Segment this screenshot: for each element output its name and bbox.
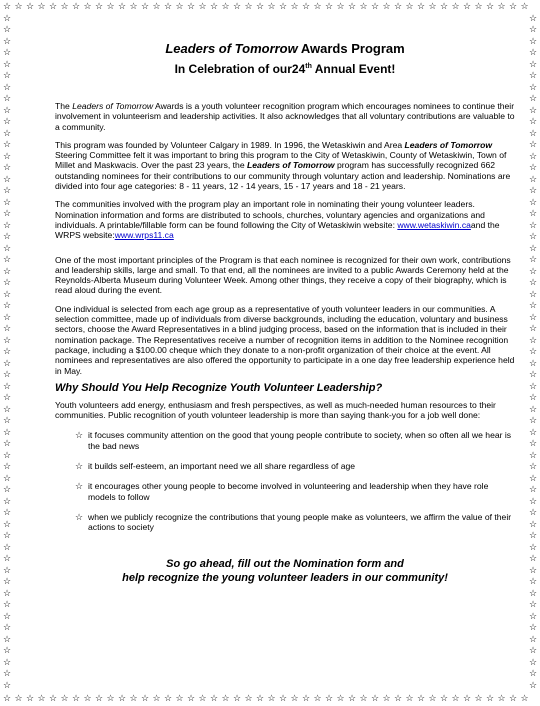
border-star-icon: ☆ <box>528 530 538 540</box>
border-star-icon: ☆ <box>528 300 538 310</box>
border-star-icon: ☆ <box>198 1 207 11</box>
border-star-icon: ☆ <box>2 633 12 644</box>
border-star-icon: ☆ <box>528 70 538 80</box>
border-star-icon: ☆ <box>2 104 12 115</box>
border-star-icon: ☆ <box>370 693 380 703</box>
border-star-icon: ☆ <box>25 1 35 11</box>
border-star-icon: ☆ <box>2 24 12 34</box>
border-star-icon: ☆ <box>255 1 265 11</box>
border-star-icon: ☆ <box>528 150 538 161</box>
border-star-icon: ☆ <box>313 1 322 11</box>
border-star-icon: ☆ <box>2 587 12 598</box>
border-star-icon: ☆ <box>2 403 12 414</box>
border-star-icon: ☆ <box>528 484 538 494</box>
border-star-icon: ☆ <box>2 70 12 80</box>
border-star-icon: ☆ <box>324 693 334 703</box>
border-star-icon: ☆ <box>2 392 12 402</box>
border-star-icon: ☆ <box>129 693 138 703</box>
border-star-icon: ☆ <box>140 693 150 703</box>
selection-paragraph: One individual is selected from each age group as a representative of youth volunteer leaders in our communities. A selection committee, made up of individuals from diverse backgrounds, including the education, voluntary and business sectors, choose the Award Representatives in a blind judging process, based on the information that is included in their nomination package. The Representatives receive a number of recognition items in addition to the Nominee recognition package, including a $100.00 cheque which they donate to a non-profit organization of their choice at the event. All nominees and representatives are also offered the opportunity to participate in a one day free leadership experience held in May. <box>55 303 515 376</box>
border-star-icon: ☆ <box>232 1 242 11</box>
border-star-icon: ☆ <box>528 24 538 34</box>
border-star-icon: ☆ <box>359 1 368 11</box>
border-star-icon: ☆ <box>2 622 12 632</box>
border-star-icon: ☆ <box>451 1 460 11</box>
border-star-icon: ☆ <box>528 587 538 598</box>
border-star-icon: ☆ <box>2 668 12 678</box>
border-star-icon: ☆ <box>528 564 538 575</box>
border-star-icon: ☆ <box>2 196 12 207</box>
border-star-icon: ☆ <box>528 426 538 437</box>
border-star-icon: ☆ <box>2 162 12 172</box>
border-star-icon: ☆ <box>2 58 12 69</box>
page-subtitle: In Celebration of our24th Annual Event! <box>174 62 396 76</box>
border-star-icon: ☆ <box>221 1 230 11</box>
border-star-icon: ☆ <box>301 1 311 11</box>
border-star-icon: ☆ <box>2 219 12 230</box>
border-star-icon: ☆ <box>2 81 12 92</box>
border-star-icon: ☆ <box>336 1 345 11</box>
border-star-icon: ☆ <box>2 656 12 667</box>
border-star-icon: ☆ <box>528 449 538 460</box>
border-star-icon: ☆ <box>324 1 334 11</box>
border-star-icon: ☆ <box>2 599 12 609</box>
star-bullet-icon: ☆ <box>75 511 84 522</box>
border-star-icon: ☆ <box>528 334 538 345</box>
border-star-icon: ☆ <box>439 1 449 11</box>
border-star-icon: ☆ <box>528 438 538 448</box>
border-star-icon: ☆ <box>2 208 12 218</box>
border-star-icon: ☆ <box>336 693 345 703</box>
border-star-icon: ☆ <box>485 693 495 703</box>
border-star-icon: ☆ <box>528 541 538 552</box>
border-star-icon: ☆ <box>2 449 12 460</box>
border-star-icon: ☆ <box>106 1 115 11</box>
border-star-icon: ☆ <box>301 693 311 703</box>
border-star-icon: ☆ <box>2 495 12 506</box>
border-star-icon: ☆ <box>2 610 12 621</box>
border-star-icon: ☆ <box>244 1 253 11</box>
border-star-icon: ☆ <box>2 127 12 138</box>
benefits-list <box>75 430 515 532</box>
border-star-icon: ☆ <box>163 1 173 11</box>
border-star-icon: ☆ <box>2 415 12 425</box>
border-star-icon: ☆ <box>2 484 12 494</box>
border-star-icon: ☆ <box>48 693 58 703</box>
border-star-icon: ☆ <box>485 1 495 11</box>
border-star-icon: ☆ <box>2 472 12 483</box>
border-star-icon: ☆ <box>528 311 538 322</box>
border-star-icon: ☆ <box>528 369 538 379</box>
border-star-icon: ☆ <box>528 415 538 425</box>
star-bullet-icon: ☆ <box>75 461 84 472</box>
border-star-icon: ☆ <box>528 679 538 690</box>
border-star-icon: ☆ <box>528 196 538 207</box>
border-star-icon: ☆ <box>290 693 299 703</box>
border-star-icon: ☆ <box>2 12 12 23</box>
border-star-icon: ☆ <box>152 693 161 703</box>
border-star-icon: ☆ <box>528 645 538 655</box>
border-star-icon: ☆ <box>393 693 403 703</box>
border-star-icon: ☆ <box>232 693 242 703</box>
border-star-icon: ☆ <box>528 461 538 471</box>
list-item: ☆ when we publicly recognize the contributions that young people make as volunteers, we affirm the value of their actions to society <box>75 511 512 533</box>
border-star-icon: ☆ <box>175 1 184 11</box>
border-star-icon: ☆ <box>416 1 426 11</box>
border-star-icon: ☆ <box>528 93 538 103</box>
border-star-icon: ☆ <box>528 254 538 264</box>
border-star-icon: ☆ <box>528 185 538 195</box>
border-star-icon: ☆ <box>175 693 184 703</box>
star-bullet-icon: ☆ <box>75 430 84 441</box>
border-star-icon: ☆ <box>2 507 12 517</box>
border-star-icon: ☆ <box>2 265 12 276</box>
border-star-icon: ☆ <box>528 553 538 563</box>
border-star-icon: ☆ <box>528 323 538 333</box>
border-star-icon: ☆ <box>94 693 104 703</box>
border-star-icon: ☆ <box>2 553 12 563</box>
border-star-icon: ☆ <box>528 104 538 115</box>
border-star-icon: ☆ <box>474 693 483 703</box>
border-star-icon: ☆ <box>528 277 538 287</box>
border-star-icon: ☆ <box>129 1 138 11</box>
border-star-icon: ☆ <box>2 185 12 195</box>
border-star-icon: ☆ <box>117 1 127 11</box>
border-star-icon: ☆ <box>528 12 538 23</box>
closing-line-2: help recognize the young volunteer leaders in our community! <box>122 571 448 584</box>
border-star-icon: ☆ <box>2 369 12 379</box>
border-star-icon: ☆ <box>462 1 472 11</box>
list-item: ☆ it encourages other young people to become involved in volunteering and leadership when they have role models to follow <box>75 481 489 502</box>
border-star-icon: ☆ <box>2 357 12 368</box>
border-star-icon: ☆ <box>528 472 538 483</box>
border-star-icon: ☆ <box>528 610 538 621</box>
border-star-icon: ☆ <box>347 1 357 11</box>
border-star-icon: ☆ <box>370 1 380 11</box>
section-paragraph: Youth volunteers add energy, enthusiasm and fresh perspectives, as well as much-needed human resources to their communities. Public recognition of youth volunteer leadership is more than saying thank-you for a job well done: <box>55 399 496 421</box>
border-star-icon: ☆ <box>2 426 12 437</box>
border-star-icon: ☆ <box>14 693 23 703</box>
border-star-icon: ☆ <box>528 599 538 609</box>
border-star-icon: ☆ <box>2 116 12 126</box>
border-star-icon: ☆ <box>37 1 46 11</box>
border-star-icon: ☆ <box>528 495 538 506</box>
border-star-icon: ☆ <box>2 93 12 103</box>
border-star-icon: ☆ <box>520 1 529 11</box>
border-star-icon: ☆ <box>83 1 92 11</box>
border-star-icon: ☆ <box>2 323 12 333</box>
border-star-icon: ☆ <box>528 231 538 241</box>
border-star-icon: ☆ <box>528 518 538 529</box>
border-star-icon: ☆ <box>416 693 426 703</box>
border-star-icon: ☆ <box>255 693 265 703</box>
border-star-icon: ☆ <box>528 346 538 356</box>
border-star-icon: ☆ <box>198 693 207 703</box>
border-star-icon: ☆ <box>209 1 219 11</box>
border-star-icon: ☆ <box>60 693 69 703</box>
border-star-icon: ☆ <box>267 1 276 11</box>
border-star-icon: ☆ <box>106 693 115 703</box>
border-star-icon: ☆ <box>462 693 472 703</box>
border-star-icon: ☆ <box>2 150 12 161</box>
border-star-icon: ☆ <box>528 403 538 414</box>
border-star-icon: ☆ <box>25 693 35 703</box>
border-star-icon: ☆ <box>2 334 12 345</box>
border-star-icon: ☆ <box>2 47 12 57</box>
border-star-icon: ☆ <box>528 668 538 678</box>
border-star-icon: ☆ <box>163 693 173 703</box>
border-star-icon: ☆ <box>474 1 483 11</box>
border-star-icon: ☆ <box>528 242 538 253</box>
closing-line-1: So go ahead, fill out the Nomination form and <box>166 557 404 570</box>
border-star-icon: ☆ <box>528 47 538 57</box>
border-star-icon: ☆ <box>313 693 322 703</box>
border-star-icon: ☆ <box>2 693 12 703</box>
border-star-icon: ☆ <box>2 288 12 299</box>
list-item: ☆ it builds self-esteem, an important need we all share regardless of age <box>75 461 356 472</box>
border-star-icon: ☆ <box>497 693 506 703</box>
border-star-icon: ☆ <box>528 162 538 172</box>
border-star-icon: ☆ <box>528 81 538 92</box>
border-star-icon: ☆ <box>244 693 253 703</box>
intro-paragraph: The Leaders of Tomorrow Awards is a youth volunteer recognition program which encourages nominees to continue their involvement in volunteerism and leadership activities. It also acknowledges that all voluntary contributions are valuable to a community. <box>55 101 515 132</box>
border-star-icon: ☆ <box>382 1 391 11</box>
border-star-icon: ☆ <box>2 1 12 11</box>
border-star-icon: ☆ <box>528 173 538 184</box>
border-star-icon: ☆ <box>209 693 219 703</box>
border-star-icon: ☆ <box>520 693 529 703</box>
border-star-icon: ☆ <box>2 564 12 575</box>
border-star-icon: ☆ <box>528 576 538 586</box>
border-star-icon: ☆ <box>405 693 414 703</box>
border-star-icon: ☆ <box>140 1 150 11</box>
border-star-icon: ☆ <box>2 311 12 322</box>
border-star-icon: ☆ <box>2 346 12 356</box>
border-star-icon: ☆ <box>278 693 288 703</box>
border-star-icon: ☆ <box>508 693 518 703</box>
border-star-icon: ☆ <box>528 357 538 368</box>
border-star-icon: ☆ <box>2 300 12 310</box>
border-star-icon: ☆ <box>278 1 288 11</box>
border-star-icon: ☆ <box>439 693 449 703</box>
border-star-icon: ☆ <box>2 679 12 690</box>
border-star-icon: ☆ <box>382 693 391 703</box>
border-star-icon: ☆ <box>528 392 538 402</box>
border-star-icon: ☆ <box>528 139 538 149</box>
border-star-icon: ☆ <box>528 58 538 69</box>
border-star-icon: ☆ <box>528 380 538 391</box>
border-star-icon: ☆ <box>528 288 538 299</box>
border-star-icon: ☆ <box>2 380 12 391</box>
border-star-icon: ☆ <box>48 1 58 11</box>
border-star-icon: ☆ <box>2 461 12 471</box>
wrps-link[interactable]: www.wrps11.ca <box>114 230 174 241</box>
border-star-icon: ☆ <box>2 277 12 287</box>
border-star-icon: ☆ <box>37 693 46 703</box>
border-star-icon: ☆ <box>528 633 538 644</box>
document-content <box>55 40 515 585</box>
wetaskiwin-link[interactable]: www.wetaskiwin.ca <box>397 219 471 230</box>
border-star-icon: ☆ <box>14 1 23 11</box>
star-bullet-icon: ☆ <box>75 481 84 492</box>
border-star-icon: ☆ <box>528 656 538 667</box>
border-star-icon: ☆ <box>528 208 538 218</box>
border-star-icon: ☆ <box>2 242 12 253</box>
border-star-icon: ☆ <box>508 1 518 11</box>
border-star-icon: ☆ <box>428 1 437 11</box>
border-star-icon: ☆ <box>528 35 538 46</box>
border-star-icon: ☆ <box>186 1 196 11</box>
border-star-icon: ☆ <box>94 1 104 11</box>
history-paragraph: This program was founded by Volunteer Calgary in 1989. In 1996, the Wetaskiwin and Area Leaders of Tomorrow Steering Committee felt it was important to bring this program to the City of Wetaskiwin, County of Wetaskiwin, Town of Millet and Maskwacis. Over the past 23 years, the Leaders of Tomorrow program has successfully recognized 662 outstanding nominees for their contributions to our community through voluntary action and leadership. Nominations are divided into four age categories: 8 - 11 years, 12 - 14 years, 15 - 17 years and 18 - 21 years. <box>55 139 511 192</box>
border-star-icon: ☆ <box>2 139 12 149</box>
border-star-icon: ☆ <box>2 438 12 448</box>
border-star-icon: ☆ <box>528 219 538 230</box>
border-star-icon: ☆ <box>347 693 357 703</box>
border-star-icon: ☆ <box>2 173 12 184</box>
border-star-icon: ☆ <box>186 693 196 703</box>
border-star-icon: ☆ <box>60 1 69 11</box>
border-star-icon: ☆ <box>393 1 403 11</box>
border-star-icon: ☆ <box>117 693 127 703</box>
border-star-icon: ☆ <box>497 1 506 11</box>
border-star-icon: ☆ <box>2 541 12 552</box>
principles-paragraph: One of the most important principles of the Program is that each nominee is recognized for their own work, contributions and leadership skills, large and small. To that end, all the nominees are invited to a public Awards Ceremony held at the Reynolds-Alberta Museum during Volunteer Week. Among other things, they receive a copy of their biography, which is read aloud during the event. <box>55 254 511 296</box>
border-star-icon: ☆ <box>2 645 12 655</box>
border-star-icon: ☆ <box>2 518 12 529</box>
border-star-icon: ☆ <box>359 693 368 703</box>
border-star-icon: ☆ <box>221 693 230 703</box>
border-star-icon: ☆ <box>2 254 12 264</box>
border-star-icon: ☆ <box>2 35 12 46</box>
border-star-icon: ☆ <box>528 622 538 632</box>
border-star-icon: ☆ <box>528 116 538 126</box>
section-heading: Why Should You Help Recognize Youth Volunteer Leadership? <box>55 381 383 394</box>
border-star-icon: ☆ <box>528 507 538 517</box>
border-star-icon: ☆ <box>83 693 92 703</box>
border-star-icon: ☆ <box>71 693 81 703</box>
border-star-icon: ☆ <box>267 693 276 703</box>
list-item: ☆ it focuses community attention on the good that young people contribute to society, when so often all we hear is the bad news <box>75 430 512 451</box>
border-star-icon: ☆ <box>528 265 538 276</box>
communities-paragraph: The communities involved with the program play an important role in nominating their young volunteer leaders. Nomination information and forms are distributed to schools, churches, voluntary agencies and organizations and individuals. A printable/fillable form can be found following the City of Wetaskiwin website: www.wetaskiwin.caand the WRPS website:www.wrps11.ca <box>55 199 500 241</box>
border-star-icon: ☆ <box>290 1 299 11</box>
border-star-icon: ☆ <box>2 231 12 241</box>
page-title: Leaders of Tomorrow Awards Program <box>165 41 405 56</box>
border-star-icon: ☆ <box>451 693 460 703</box>
border-star-icon: ☆ <box>2 530 12 540</box>
border-star-icon: ☆ <box>152 1 161 11</box>
border-star-icon: ☆ <box>405 1 414 11</box>
border-star-icon: ☆ <box>528 127 538 138</box>
border-star-icon: ☆ <box>428 693 437 703</box>
border-star-icon: ☆ <box>71 1 81 11</box>
border-star-icon: ☆ <box>2 576 12 586</box>
